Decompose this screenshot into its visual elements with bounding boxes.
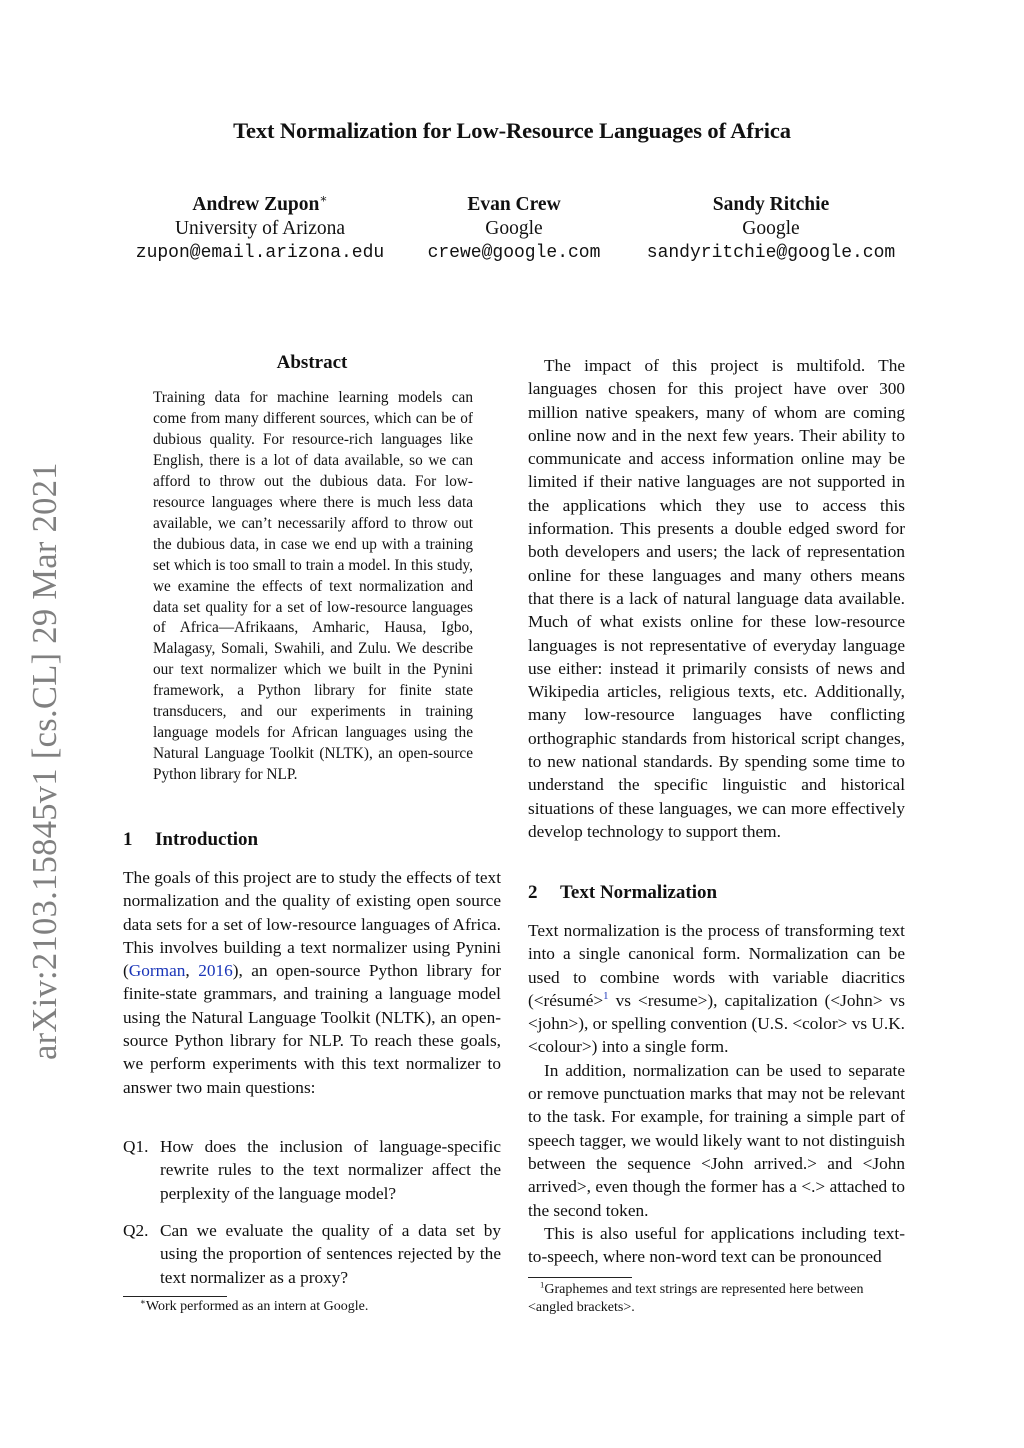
- author-name: Evan Crew: [467, 194, 561, 215]
- author-affiliation: Google: [485, 218, 543, 239]
- footnote: ∗Work performed as an intern at Google.: [140, 1296, 369, 1314]
- author-email: zupon@email.arizona.edu: [135, 243, 385, 263]
- section-number: 1: [123, 829, 133, 850]
- author-email: sandyritchie@google.com: [646, 243, 896, 263]
- research-question: [123, 1135, 501, 1205]
- section-number: 2: [528, 882, 538, 903]
- section-title: Text Normalization: [560, 882, 718, 903]
- section-heading-text-normalization: [528, 882, 717, 904]
- arxiv-identifier: arXiv:2103.15845v1 [cs.CL] 29 Mar 2021: [26, 462, 64, 1060]
- author-block: [400, 193, 628, 265]
- abstract-text: Training data for machine learning models can come from many different sources, which can be of dubious quality. For resource-rich languages like English, there is a lot of data available, so we can afford to throw out the dubious data. For low-resource languages where there is much less data available, we can’t necessarily afford to throw out the dubious data, in case we end up with a training set which is too small to train a model. In this study, we examine the effects of text normalization and data set quality for a set of low-resource languages of Africa—Afrikaans, Amharic, Hausa, Igbo, Malagasy, Somali, Swahili, and Zulu. We describe our text normalizer which we built in the Pynini framework, a Python library for finite state transducers, and our experiments in training language models for African languages using the Natural Language Toolkit (NLTK), an open-source Python library for NLP.: [153, 389, 473, 784]
- author-block: [110, 193, 410, 265]
- paper-title: Text Normalization for Low-Resource Languages of Africa: [233, 118, 791, 143]
- citation-link[interactable]: Gorman, 2016: [128, 961, 233, 981]
- impact-paragraph: The impact of this project is multifold. The languages chosen for this project have over 300 million native speakers, many of whom are coming online now and in the next few years. Their ability to communicate and access information online may be limited if their native languages are not supported in the applications which they use to access this information. This presents a double edged sword for both developers and users; the lack of representation online for these languages and many others means that there is a lack of natural language data available. Much of what exists online for these low-resource languages is not representative of everyday language use either: instead it primarily consists of news and Wikipedia articles, religious texts, etc. Additionally, many low-resource languages have conflicting orthographic standards from historical script changes, to new national standards. By spending some time to understand the specific linguistic and historical situations of these languages, we can more effectively develop technology to support them.: [528, 356, 905, 841]
- section-heading-introduction: [123, 829, 258, 851]
- paragraph: Text normalization is the process of transforming text into a single canonical form. Normalization can be used to combine words with variable diacritics (<résumé>$^1$ vs <resume>), capitalization (<John> vs <john>), or spelling convention (U.S. <color> vs U.K. <colour>) into a single form.: [528, 921, 905, 1057]
- question-text: Can we evaluate the quality of a data set by using the proportion of sentences rejected by the text normalizer as a proxy?: [160, 1221, 501, 1287]
- footnote: $^1$Graphemes and text strings are represented here between <angled brackets>.: [528, 1279, 864, 1315]
- intro-paragraph: The goals of this project are to study the effects of text normalization and the quality of existing open source data sets for a set of low-resource languages of Africa. This involves building a text normalizer using Pynini (Gorman, 2016), an open-source Python library for finite-state grammars, and training a language model using the Natural Language Toolkit (NLTK), an open-source Python library for NLP. To reach these goals, we perform experiments with this text normalizer to answer two main questions:: [123, 868, 502, 1097]
- author-affiliation: University of Arizona: [174, 218, 346, 239]
- author-affiliation: Google: [742, 218, 800, 239]
- paragraph: This is also useful for applications including text-to-speech, where non-word text can be pronounced: [528, 1223, 905, 1267]
- author-block: [620, 193, 922, 265]
- footnote-reference[interactable]: 1: [603, 990, 609, 1003]
- question-text: How does the inclusion of language-specific rewrite rules to the text normalizer affect the perplexity of the language model?: [160, 1137, 501, 1203]
- paragraph: In addition, normalization can be used to separate or remove punctuation marks that may not be relevant to the task. For example, for training a simple part of speech tagger, we would likely want to not distinguish between the sequence <John arrived.> and <John arrived>, even though the former has a <.> attached to the second token.: [528, 1060, 905, 1220]
- abstract-heading: Abstract: [276, 352, 348, 373]
- author-footnote-mark: ∗: [319, 191, 328, 206]
- question-label: Q2.: [123, 1221, 149, 1240]
- footnote-rule: [528, 1277, 632, 1278]
- section-title: Introduction: [155, 829, 259, 850]
- question-label: Q1.: [123, 1137, 149, 1156]
- text-normalization-body: [528, 919, 905, 1268]
- author-name: Andrew Zupon: [192, 194, 320, 215]
- author-name: Sandy Ritchie: [712, 194, 830, 215]
- footnote-rule: [123, 1296, 227, 1297]
- author-email: crewe@google.com: [427, 243, 601, 263]
- research-question: [123, 1219, 501, 1289]
